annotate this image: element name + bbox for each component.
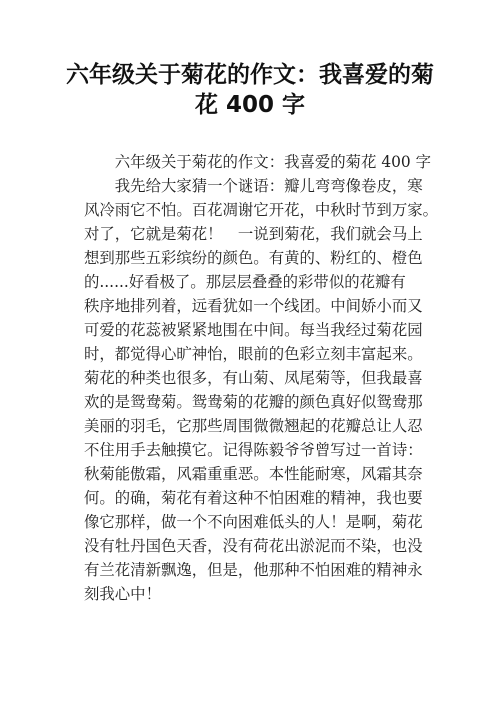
title-line-2: 花 400 字 (194, 92, 306, 118)
body-line: 美丽的羽毛，它那些周围微微翘起的花瓣总让人忍 (84, 417, 423, 435)
body-line: 六年级关于菊花的作文：我喜爱的菊花 400 字 (84, 153, 431, 171)
body-line: 时，都觉得心旷神怡，眼前的色彩立刻丰富起来。 (84, 345, 423, 363)
body-line: 有兰花清新飘逸，但是，他那种不怕困难的精神永 (84, 561, 423, 579)
body-line: 刻我心中！ (84, 585, 161, 603)
body-line: 像它那样，做一个不向困难低头的人！是啊，菊花 (84, 513, 423, 531)
body-line: 不住用手去触摸它。记得陈毅爷爷曾写过一首诗： (84, 441, 423, 459)
body-line: 的......好看极了。那层层叠叠的彩带似的花瓣有 (84, 273, 406, 291)
body-line: 可爱的花蕊被紧紧地围在中间。每当我经过菊花园 (84, 321, 423, 339)
body-line: 何。的确，菊花有着这种不怕困难的精神，我也要 (84, 489, 423, 507)
body-line: 对了，它就是菊花！ 一说到菊花，我们就会马上 (84, 225, 423, 243)
body-line: 想到那些五彩缤纷的颜色。有黄的、粉红的、橙色 (84, 249, 423, 267)
body-line: 没有牡丹国色天香，没有荷花出淤泥而不染，也没 (84, 537, 423, 555)
body-line: 风冷雨它不怕。百花凋谢它开花，中秋时节到万家。 (84, 201, 438, 219)
body-line: 欢的是鸳鸯菊。鸳鸯菊的花瓣的颜色真好似鸳鸯那 (84, 393, 423, 411)
body-line: 秩序地排列着，远看犹如一个线团。中间娇小而又 (84, 297, 423, 315)
body-line: 秋菊能傲霜，风霜重重恶。本性能耐寒，风霜其奈 (84, 465, 423, 483)
title-line-1: 六年级关于菊花的作文：我喜爱的菊 (66, 62, 434, 88)
body-line: 我先给大家猜一个谜语：瓣儿弯弯像卷皮，寒 (84, 177, 423, 195)
body-line: 菊花的种类也很多，有山菊、凤尾菊等，但我最喜 (84, 369, 423, 387)
